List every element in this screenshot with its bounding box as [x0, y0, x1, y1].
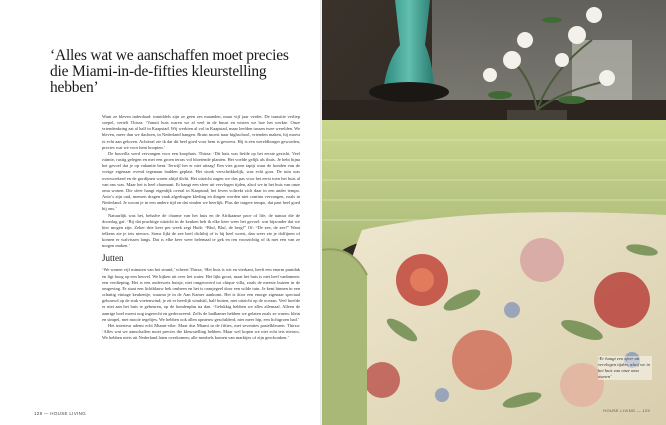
body-paragraph: Want ze bleven inderdaad: inmiddels zijn ze geen zes maanden, maar vijf jaar verder. De transitie verliep soepel, vertelt Thirza: ‘Vanuit huis waren we al veel in de buurt en wisten we hoe het werkte. Onze vriendenkring zat al half in Kaapstad. Wij werkten al vol in Kaapstad, maar leefden tussen twee werelden. We bleven, meer dan we dachten, in Nederland hangen. Bruin moest naar highschool, vrienden maken, hij moest er echt aan geloven. Achteraf zie ik dat dit heel goed voor hem is geweest. Hij is een wereldburger geworden, precies wat we voor hem hoopten.’	[102, 114, 300, 150]
body-paragraph: De bouvilla werd vervangen voor een koophuis. Thirza: ‘Dit huis was liefde op het eerste gezicht. Veel ruimte, rustig gelegen en met een groen terras vol bloeiende planten. Het voelde gelijk als thuis. Je hebt bijna het gevoel dat je op vakantie bent. Terwijl het er niet uitzag! Een vies groen tapijt waar de honden van de vorige eigenaar overal tegenaan hadden geplast. Het stonk verschrikkelijk, was echt goor. De tuin was overwoekerd en de gordijnen waren altijd dicht. Het uitzicht zagen we dus pas voor het eerst toen het huis al van ons was. Maar het is heel charmant. Er hangt een sfeer uit vervlogen tijden, alsof we in het huis van onze oma wonen. Die sfeer hangt eigenlijk overal in Kaapstad; het leven voltrekt zich daar in een ander tempo. Auto’s zijn oud, mensen dragen vaak afgedragen kleding en dingen worden niet continu vervangen, zoals in Nederland. Je woont je in een andere tijd en dat vinden we heerlijk. Plus die tragere tempo, dat past heel goed bij ons.’	[102, 150, 300, 212]
section-subheading: Jutten	[102, 253, 124, 264]
left-page	[0, 0, 322, 425]
right-page-photo	[322, 0, 666, 425]
article-headline: ‘Alles wat we aanschaffen moet precies die Miami-in-de-fifties kleurstelling hebben’	[50, 47, 289, 96]
photo-caption: ‘Er hangt een sfeer uit vervlogen tijden, alsof we in het huis van onze oma wonen’	[598, 356, 652, 380]
page-folio-right: HOUSE LIVING — 129	[603, 408, 650, 413]
body-paragraph: Het interieur ademt echt Miami-vibe. Maar dus Miami in de fifties, met seventies pastelkleuren. Thirza: ‘Alles wat we aanschaffen moet precies die kleurstelling hebben. Maar wel kopen we niet echt iets nieuws. We hebben niets uit Nederland laten overkomen; alle meubels komen van marktjes of zijn geschonken.’	[102, 322, 300, 341]
body-paragraph: Natuurlijk was het, behalve de charme van het huis en de Afrikaanse pace of life, de natuur die de doorslag gaf. ‘Bij dat prachtige uitzicht in de keuken heb ik elke keer weer het gevoel: wat bijzonder dat we hier mogen zijn. Zeker drie keer per week zegt Huib: “Bluf, Bluf, de berg!” Of: “De zee, de zee!” Want telkens zie je iets nieuws. Soms lijkt de zee heel dichtbij of is hij heel woest, dan weer zie je dolfijnen of komen er walvissen langs. Dat is elke keer weer helemaal te gek en ren voorzichtig of ik met een van ze mogen maken.’	[102, 212, 300, 249]
body-paragraph: ‘We wonen vijf minuten van het strand,’ scheert Thirza, ‘Het huis is wit en vierkant, heeft een enorm puntdak en ligt hoog op een heuvel. We kijken uit over het water. Het lijkt groot, maar het huis is niet heel vanbinnen: een verdieping. Het is een ouderwets huisje, niet omgetoverd tot chique villa, zoals de meeste huizen in de omgeving. Er staat een lichtblauw bek ombeen en het is oranjegeel door een wilde tuin. Je kent binnen in een schattig vintage keukentje, waarna je in de Aan Kamer aankomt. Het is door een enorge zigenaar speciaal gebouwd op de stuk voetenwind; je zit er heerlijk windstil, half buiten, met uitzicht op de oceaan. Veel hoefde er niet aan het huis te gebeuren, op de hondenplas na dan. ‘Gelukkig hebben we alles allemaal. Alleen de aanrige boel moest nog ingerecht en gedecoreerd. Zelfs de badkamer hebben we gelaten zoals ze waren: klein en simpel, met mooie tegeltjes. We hebben ook allen opnieuw geschilderd, niet meer hip, een lichtgroen bad.’	[102, 267, 300, 322]
page-folio-left: 128 — HOUSE LIVING	[34, 411, 86, 416]
article-body	[102, 114, 300, 341]
